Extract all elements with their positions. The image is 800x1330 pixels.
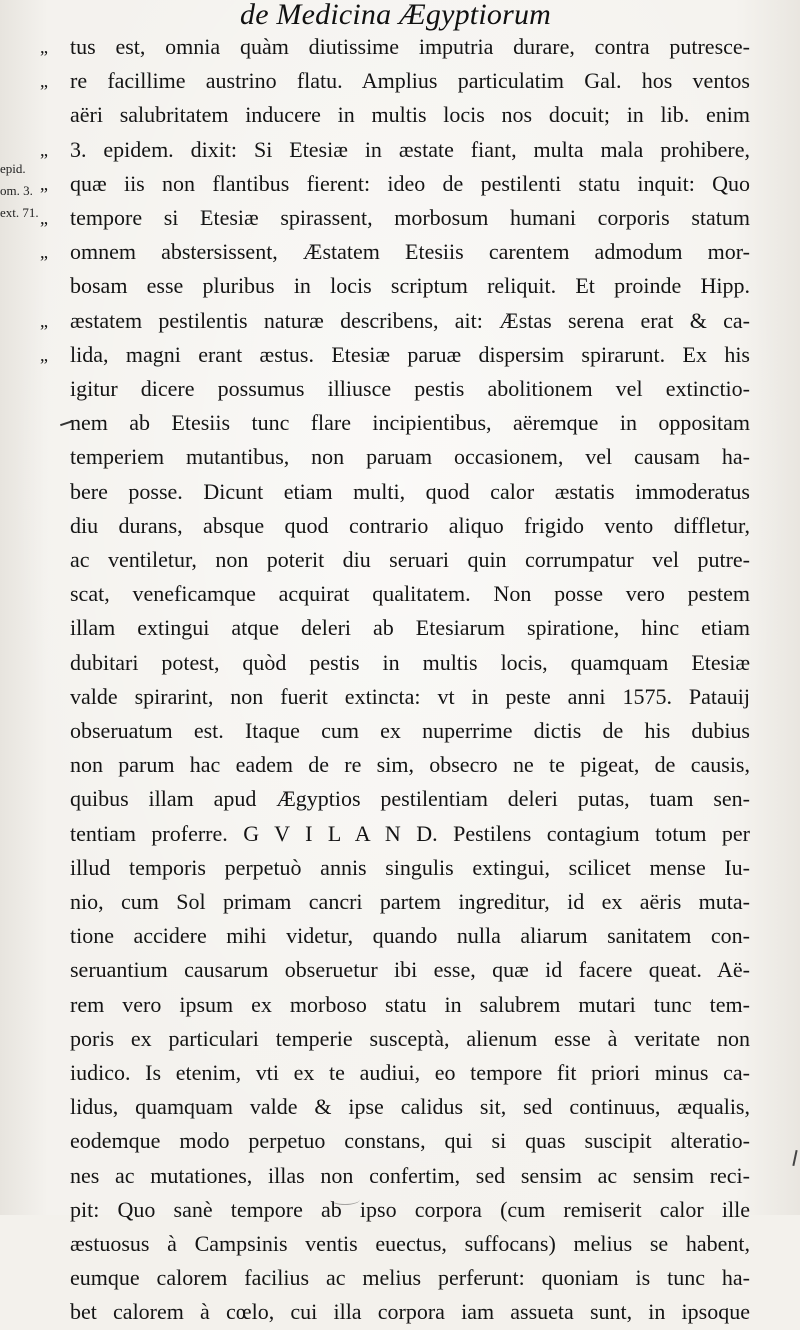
line-text: aëri salubritatem inducere in multis locis nos docuit; in lib. enim [70,102,750,128]
line-text: pit: Quo sanè tempore ab ipso corpora (cum remiserit calor ille [70,1196,750,1222]
line-text: tentiam proferre. G V I L A N D. Pestilens contagium totum per [70,820,750,846]
text-line [0,680,800,714]
line-text: dubitari potest, quòd pestis in multis locis, quamquam Etesiæ [70,649,750,675]
text-line [0,338,800,372]
line-text: quibus illam apud Ægyptios pestilentiam deleri putas, tuam sen- [70,786,750,812]
text-line [0,1090,800,1124]
line-text: iudico. Is etenim, vti ex te audiui, eo tempore fit priori minus ca- [70,1060,750,1085]
quote-mark: „ [40,71,48,92]
margin-note-line: ext. 71. [0,205,39,220]
line-text: bosam esse pluribus in locis scriptum reliquit. Et proinde Hipp. [70,273,750,299]
text-line [0,919,800,953]
text-line [0,953,800,987]
line-text: tempore si Etesiæ spirassent, morbosum humani corporis statum [70,205,750,230]
text-line [0,1022,800,1056]
margin-note-line: epid. [0,161,26,176]
text-line [0,1295,800,1329]
line-text: non parum hac eadem de re sim, obsecro ne te pigeat, de causis, [70,752,750,778]
quote-mark: „ [40,139,48,160]
line-text: nem ab Etesiis tunc flare incipientibus, aëremque in oppositam [70,410,750,436]
line-text: illud temporis perpetuò annis singulis extingui, scilicet mense Iu- [70,854,750,880]
text-line [0,851,800,885]
line-text: diu durans, absque quod contrario aliquo frigido vento diffletur, [70,512,750,538]
quote-mark: „ [40,242,48,263]
text-line [0,475,800,509]
line-text: æstuosus à Campsinis ventis euectus, suffocans) melius se habent, [70,1231,750,1256]
line-text: lida, magni erant æstus. Etesiæ paruæ dispersim spirarunt. Ex his [70,341,750,367]
text-line [0,372,800,406]
text-line [0,611,800,645]
text-line [0,167,800,201]
quote-mark: „ [40,173,48,194]
line-text: poris ex particulari temperie susceptà, alienum esse à veritate non [70,1025,750,1051]
line-text: omnem abstersissent, Æstatem Etesiis carentem admodum mor- [70,239,750,265]
text-line [0,988,800,1022]
text-line [0,406,800,440]
text-line [0,577,800,611]
margin-note-line: om. 3. [0,183,33,198]
text-line [0,646,800,680]
text-line [0,817,800,851]
text-line [0,133,800,167]
line-text: eodemque modo perpetuo constans, qui si quas suscipit alteratio- [70,1128,750,1154]
text-line [0,782,800,816]
text-line [0,1227,800,1261]
line-text: bere posse. Dicunt etiam multi, quod calor æstatis immoderatus [70,478,750,504]
line-text: quæ iis non flantibus fierent: ideo de pestilenti statu inquit: Quo [70,170,750,196]
page-smudge [330,1194,360,1205]
text-line [0,1056,800,1090]
line-text: obseruatum est. Itaque cum ex nuperrime dictis de his dubius [70,718,750,743]
quote-mark: „ [40,208,48,228]
line-text: nes ac mutationes, illas non confertim, sed sensim ac sensim reci- [70,1162,750,1188]
line-text: re facillime austrino flatu. Amplius particulatim Gal. hos ventos [70,68,750,94]
text-line [0,1159,800,1193]
text-line [0,64,800,98]
line-text: valde spirarint, non fuerit extincta: vt in peste anni 1575. Patauij [70,683,750,709]
text-line [0,1261,800,1295]
text-line [0,98,800,132]
text-line [0,1193,800,1227]
text-line [0,235,800,269]
quote-mark: „ [40,344,48,365]
line-text: eumque calorem facilius ac melius perferunt: quoniam is tunc ha- [70,1265,750,1291]
running-head: de Medicina Ægyptiorum [240,0,552,31]
quote-mark: „ [40,310,48,331]
text-line [0,269,800,303]
text-line [0,543,800,577]
line-text: 3. epidem. dixit: Si Etesiæ in æstate fiant, multa mala prohibere, [70,136,750,162]
text-line [0,1124,800,1158]
quote-mark: „ [40,37,48,57]
line-text: igitur dicere possumus illiusce pestis abolitionem vel extinctio- [70,376,750,401]
line-text: temperiem mutantibus, non paruam occasionem, vel causam ha- [70,444,750,470]
line-text: lidus, quamquam valde & ipse calidus sit, sed continuus, æqualis, [70,1094,750,1120]
text-line [0,509,800,543]
line-text: ac ventiletur, non poterit diu seruari quin corrumpatur vel putre- [70,547,750,572]
line-text: scat, veneficamque acquirat qualitatem. Non posse vero pestem [70,581,750,607]
text-line [0,201,800,235]
text-line [0,30,800,64]
line-text: tus est, omnia quàm diutissime imputria durare, contra putresce- [70,34,750,59]
text-line [0,440,800,474]
line-text: rem vero ipsum ex morboso statu in salubrem mutari tunc tem- [70,991,750,1017]
line-text: æstatem pestilentis naturæ describens, ait: Æstas serena erat & ca- [70,307,750,333]
line-text: nio, cum Sol primam cancri partem ingreditur, id ex aëris muta- [70,889,750,914]
text-line [0,714,800,748]
line-text: seruantium causarum obseruetur ibi esse, quæ id facere queat. Aë- [70,957,750,983]
line-text: bet calorem à cœlo, cui illa corpora iam assueta sunt, in ipsoque [70,1299,750,1325]
text-line [0,885,800,919]
line-text: illam extingui atque deleri ab Etesiarum spiratione, hinc etiam [70,615,750,641]
line-text: tione accidere mihi videtur, quando nulla aliarum sanitatem con- [70,923,750,949]
text-line [0,304,800,338]
text-line [0,748,800,782]
